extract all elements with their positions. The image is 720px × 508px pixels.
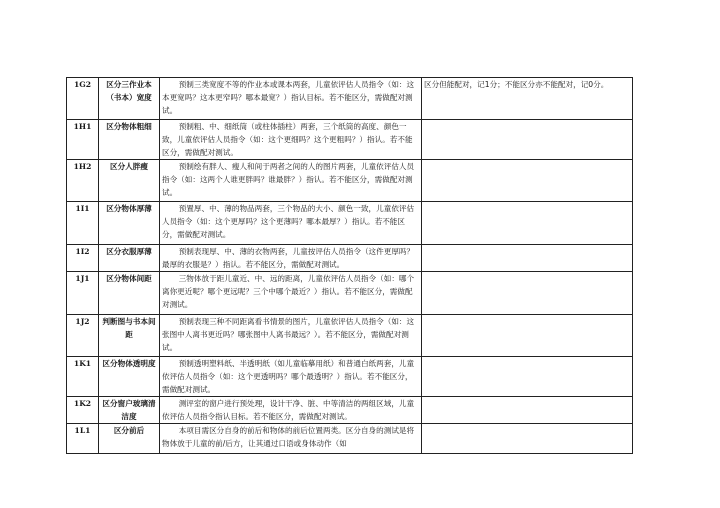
item-description: 预制表现三种不同距离看书情景的图片，儿童依评估人员指令（如：这张图中人离书更近吗？哪张图中人离书最远？）。若不能区分，需做配对测试。 <box>160 315 422 357</box>
item-scoring <box>422 272 633 315</box>
item-scoring <box>422 424 633 454</box>
item-description: 三物体放于距儿童近、中、远的距离，儿童依评估人员指令（如：哪个离你更近呢？哪个更远呢？三个中哪个最近？）指认。若不能区分，需做配对测试。 <box>160 272 422 315</box>
item-name: 区分物体透明度 <box>99 357 160 397</box>
item-name: 区分人胖瘦 <box>99 160 160 202</box>
item-scoring <box>422 397 633 424</box>
table-row <box>67 315 633 357</box>
item-name: 区分物体间距 <box>99 272 160 315</box>
item-description: 预制粗、中、细纸筒（或柱体插柱）两套，三个纸筒的高度、颜色一致，儿童依评估人员指令（如：这个更细吗？这个更粗吗？）指认。若不能区分，需做配对测试。 <box>160 120 422 160</box>
item-name: 区分三作业本（书本）宽度 <box>99 78 160 120</box>
table-row <box>67 272 633 315</box>
item-name: 区分前后 <box>99 424 160 454</box>
item-name: 区分物体粗细 <box>99 120 160 160</box>
item-scoring <box>422 315 633 357</box>
item-description: 预制表现厚、中、薄的衣物两套，儿童按评估人员指令（这件更厚吗？最厚的衣服是？）指认。若不能区分，需做配对测试。 <box>160 245 422 272</box>
item-code: 1H1 <box>67 120 99 160</box>
item-name: 区分窗户玻璃清洁度 <box>99 397 160 424</box>
table-row <box>67 357 633 397</box>
item-name: 判断图与书本间距 <box>99 315 160 357</box>
item-description: 预置厚、中、薄的物品两套，三个物品的大小、颜色一致，儿童依评估人员指令（如：这个更厚吗？这个更薄吗？哪本最厚？）指认。若不能区分，需做配对测试。 <box>160 202 422 245</box>
item-description: 预制绘有胖人、瘦人和间于两者之间的人的图片两套，儿童依评估人员指令（如：这两个人谁更胖吗？谁最胖？）指认。若不能区分，需做配对测试。 <box>160 160 422 202</box>
item-code: 1K2 <box>67 397 99 424</box>
table-row <box>67 78 633 120</box>
item-scoring <box>422 120 633 160</box>
item-code: 1J1 <box>67 272 99 315</box>
item-code: 1I2 <box>67 245 99 272</box>
item-code: 1J2 <box>67 315 99 357</box>
table-row <box>67 160 633 202</box>
item-code: 1K1 <box>67 357 99 397</box>
item-scoring <box>422 160 633 202</box>
assessment-table-body <box>67 78 633 454</box>
item-name: 区分衣服厚薄 <box>99 245 160 272</box>
table-row <box>67 202 633 245</box>
item-code: 1H2 <box>67 160 99 202</box>
table-row <box>67 245 633 272</box>
item-scoring <box>422 245 633 272</box>
item-code: 1G2 <box>67 78 99 120</box>
item-name: 区分物体厚薄 <box>99 202 160 245</box>
item-description: 本项目需区分自身的前后和物体的前后位置两类。区分自身的测试是将物体放于儿童的前/后方，让其通过口语或身体动作（如 <box>160 424 422 454</box>
table-row <box>67 120 633 160</box>
item-scoring <box>422 202 633 245</box>
item-scoring: 区分但能配对，记1分；不能区分亦不能配对，记0分。 <box>422 78 633 120</box>
assessment-table <box>66 77 633 454</box>
item-description: 测评室的窗户进行预处理，设计干净、脏、中等清洁的两组区域，儿童依评估人员指令指认目标。若不能区分，需做配对测试。 <box>160 397 422 424</box>
item-description: 预制透明塑料纸、半透明纸（如儿童临摹用纸）和普通白纸两套，儿童依评估人员指令（如：这个更透明吗？哪个最透明？）指认。若不能区分，需做配对测试。 <box>160 357 422 397</box>
item-description: 预制三类宽度不等的作业本或课本两套，儿童依评估人员指令（如：这本更宽吗？这本更窄吗？哪本最宽？）指认目标。若不能区分，需做配对测试。 <box>160 78 422 120</box>
table-row <box>67 424 633 454</box>
table-row <box>67 397 633 424</box>
item-scoring <box>422 357 633 397</box>
item-code: 1L1 <box>67 424 99 454</box>
item-code: 1I1 <box>67 202 99 245</box>
